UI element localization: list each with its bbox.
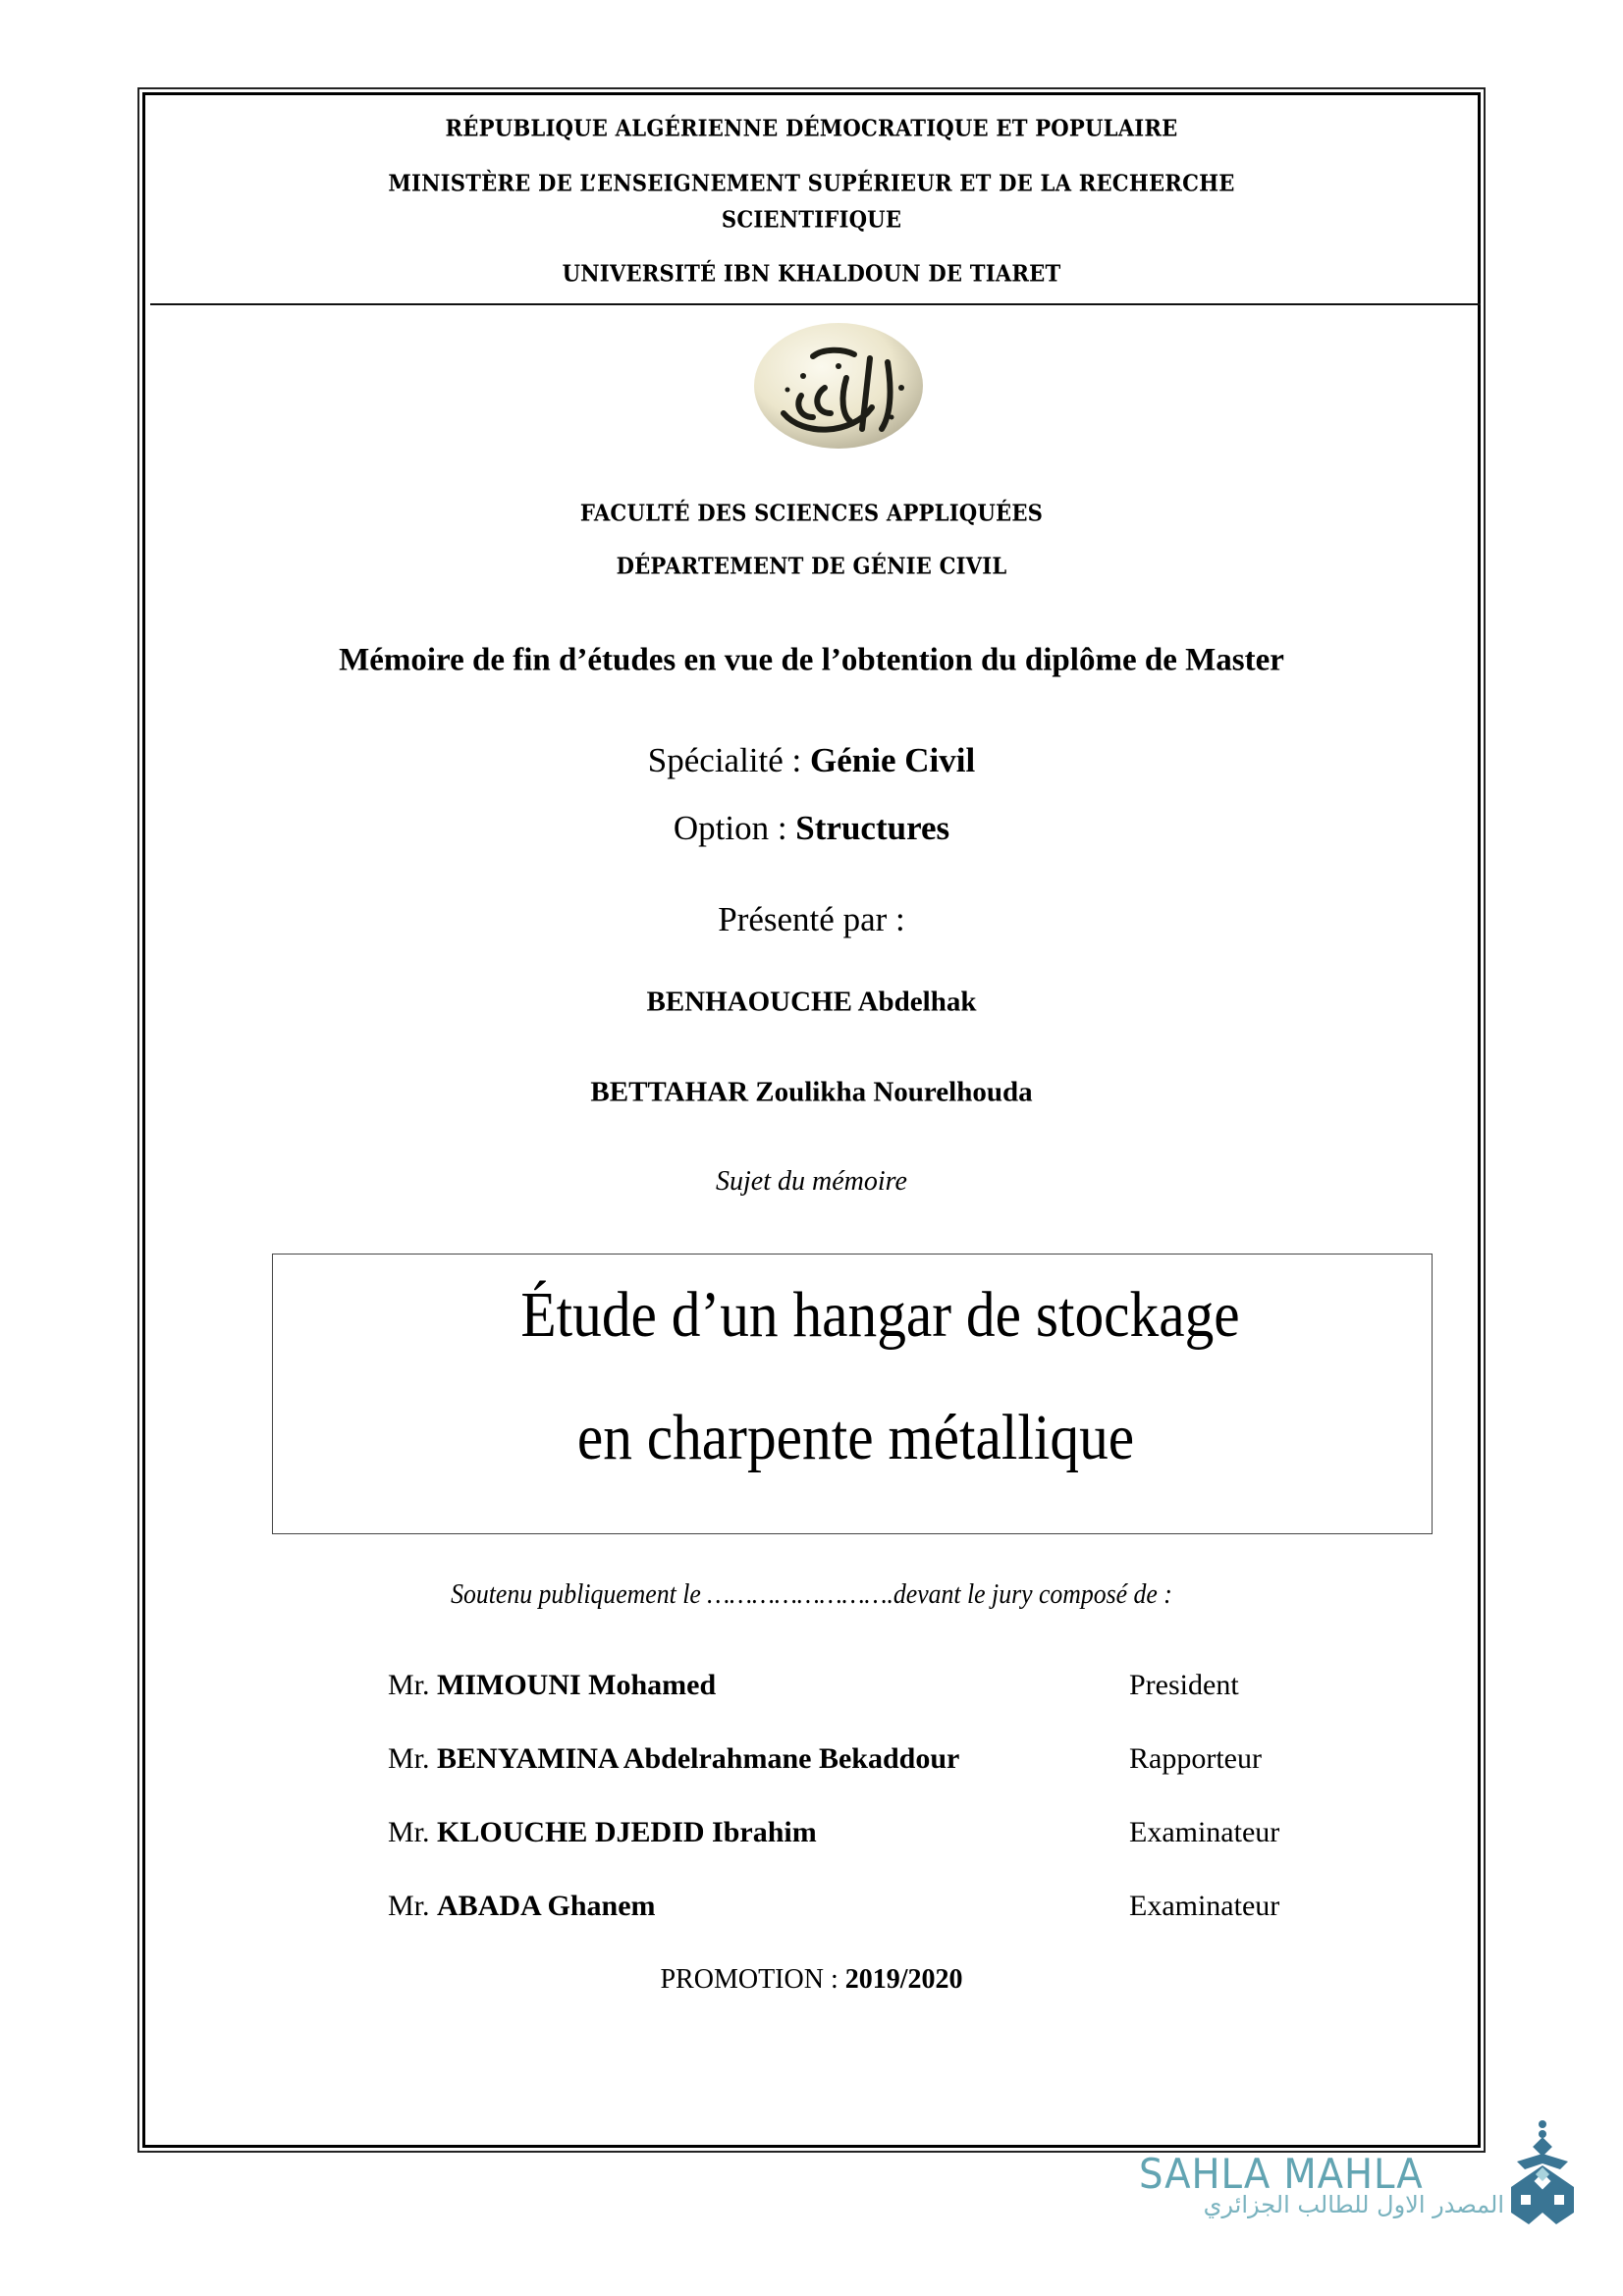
university-seal-icon — [744, 319, 933, 453]
promotion-label: PROMOTION : — [660, 1964, 845, 1995]
republic-heading: RÉPUBLIQUE ALGÉRIENNE DÉMOCRATIQUE ET POPULAIRE — [445, 115, 1178, 142]
jury-member-name: Mr. KLOUCHE DJEDID Ibrahim — [388, 1816, 817, 1848]
thesis-title-line1: Étude d’un hangar de stockage — [520, 1279, 1240, 1351]
specialite-line — [0, 741, 1623, 780]
jury-member-role: Examinateur — [1129, 1816, 1280, 1848]
jury-member-role: President — [1129, 1669, 1239, 1701]
faculty-heading: FACULTÉ DES SCIENCES APPLIQUÉES — [579, 500, 1044, 527]
thesis-title-line2: en charpente métallique — [576, 1402, 1135, 1473]
presented-by-label: Présenté par : — [718, 900, 905, 938]
specialite-value: Génie Civil — [810, 741, 976, 779]
jury-member-row — [388, 1742, 1370, 1782]
author-2: BETTAHAR Zoulikha Nourelhouda — [590, 1076, 1033, 1108]
option-label: Option : — [673, 809, 796, 847]
sahla-mahla-tagline: المصدر الاول للطالب الجزائري — [1203, 2191, 1504, 2218]
ministry-heading-line1: MINISTÈRE DE L’ENSEIGNEMENT SUPÉRIEUR ET DE LA RECHERCHE — [388, 170, 1235, 197]
header-divider — [150, 303, 1481, 305]
memoire-heading: Mémoire de fin d’études en vue de l’obtention du diplôme de Master — [339, 642, 1284, 678]
defense-line: Soutenu publiquement le …………………….devant le jury composé de : — [451, 1579, 1172, 1610]
author-1: BENHAOUCHE Abdelhak — [646, 986, 977, 1018]
ministry-heading-line2: SCIENTIFIQUE — [721, 206, 902, 234]
department-heading: DÉPARTEMENT DE GÉNIE CIVIL — [616, 553, 1007, 580]
jury-member-name: Mr. MIMOUNI Mohamed — [388, 1669, 717, 1701]
subject-label: Sujet du mémoire — [716, 1166, 907, 1197]
promotion-year: 2019/2020 — [844, 1964, 963, 1995]
jury-member-name: Mr. BENYAMINA Abdelrahmane Bekaddour — [388, 1742, 960, 1775]
university-heading: UNIVERSITÉ IBN KHALDOUN DE TIARET — [562, 260, 1061, 288]
jury-member-row — [388, 1890, 1370, 1929]
specialite-label: Spécialité : — [647, 741, 811, 779]
option-line — [0, 809, 1623, 848]
promotion-line — [0, 1964, 1623, 1996]
jury-member-role: Examinateur — [1129, 1890, 1280, 1922]
jury-member-role: Rapporteur — [1129, 1742, 1262, 1775]
sahla-mahla-brand: SAHLA MAHLA — [1139, 2150, 1424, 2198]
jury-member-name: Mr. ABADA Ghanem — [388, 1890, 656, 1922]
sahla-mahla-logo-icon — [1507, 2118, 1578, 2228]
jury-member-row — [388, 1816, 1370, 1855]
option-value: Structures — [795, 809, 950, 847]
jury-member-row — [388, 1669, 1370, 1708]
